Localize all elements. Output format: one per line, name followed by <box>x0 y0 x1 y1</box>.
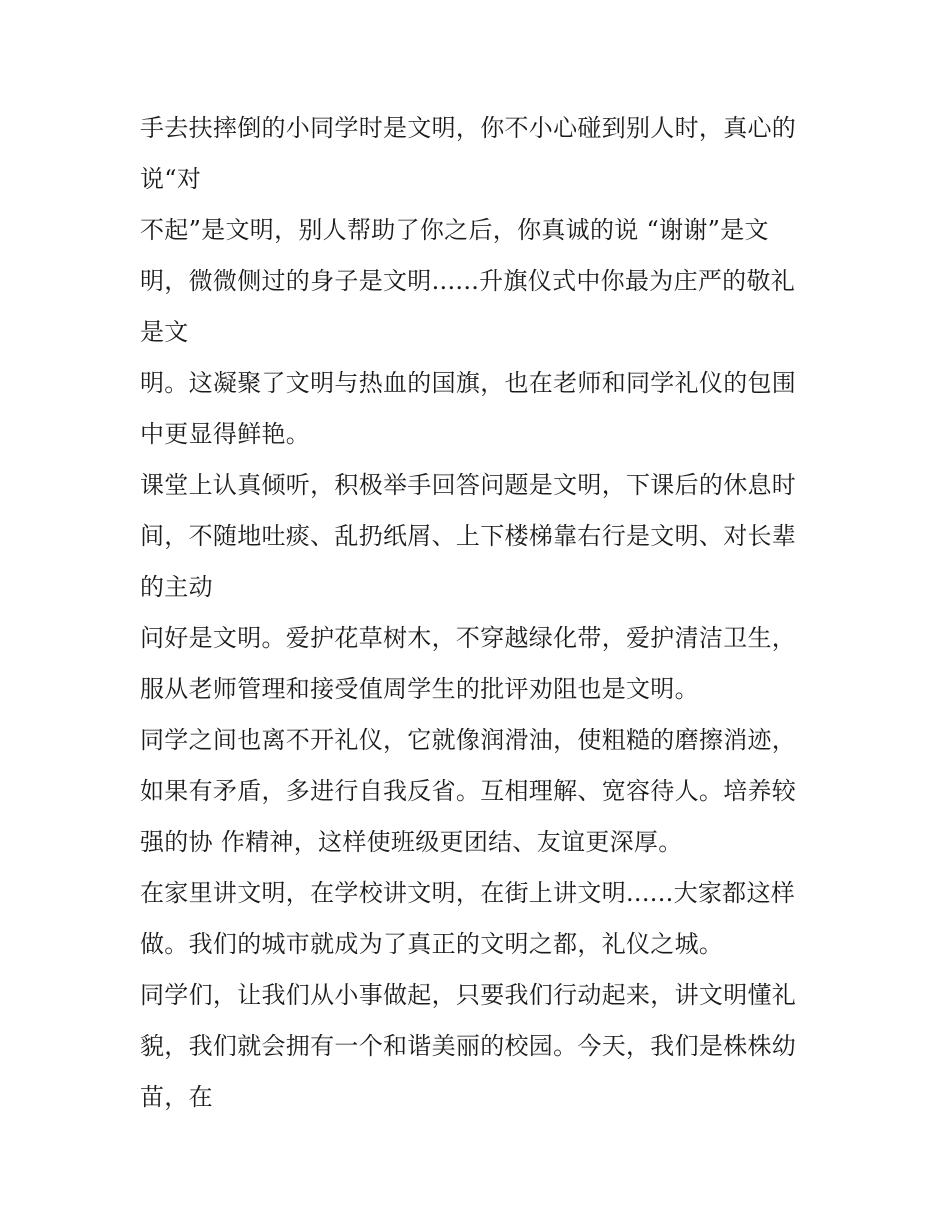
text-line: 貌，我们就会拥有一个和谐美丽的校园。今天，我们是株株幼 <box>140 1032 797 1060</box>
text-line: 在家里讲文明，在学校讲文明，在街上讲文明......大家都这样 <box>140 879 796 907</box>
text-line: 的主动 <box>140 573 213 601</box>
text-line: 明，微微侧过的身子是文明......升旗仪式中你最为庄严的敬礼 <box>140 267 796 295</box>
text-line: 苗，在 <box>140 1083 213 1111</box>
text-line: 如果有矛盾，多进行自我反省。互相理解、宽容待人。培养较 <box>140 777 797 805</box>
text-line: 强的协 作精神，这样使班级更团结、友谊更深厚。 <box>140 828 683 856</box>
text-line: 间，不随地吐痰、乱扔纸屑、上下楼梯靠右行是文明、对长辈 <box>140 522 797 550</box>
text-line: 课堂上认真倾听，积极举手回答问题是文明，下课后的休息时 <box>140 471 797 499</box>
text-line: 中更显得鲜艳。 <box>140 420 311 448</box>
text-line: 同学们，让我们从小事做起，只要我们行动起来，讲文明懂礼 <box>140 981 797 1009</box>
text-line: 问好是文明。爱护花草树木，不穿越绿化带，爱护清洁卫生， <box>140 624 797 652</box>
document-body <box>140 108 840 1128</box>
text-line: 说“对 <box>140 165 202 193</box>
text-line: 做。我们的城市就成为了真正的文明之都，礼仪之城。 <box>140 930 724 958</box>
text-line: 服从老师管理和接受值周学生的批评劝阻也是文明。 <box>140 675 699 703</box>
text-line: 是文 <box>140 318 189 346</box>
text-line: 明。这凝聚了文明与热血的国旗，也在老师和同学礼仪的包围 <box>140 369 797 397</box>
text-line: 不起”是文明，别人帮助了你之后，你真诚的说 “谢谢”是文 <box>140 216 769 244</box>
text-line: 同学之间也离不开礼仪，它就像润滑油，使粗糙的磨擦消迹， <box>140 726 797 754</box>
text-line: 手去扶摔倒的小同学时是文明，你不小心碰到别人时，真心的 <box>140 114 797 142</box>
